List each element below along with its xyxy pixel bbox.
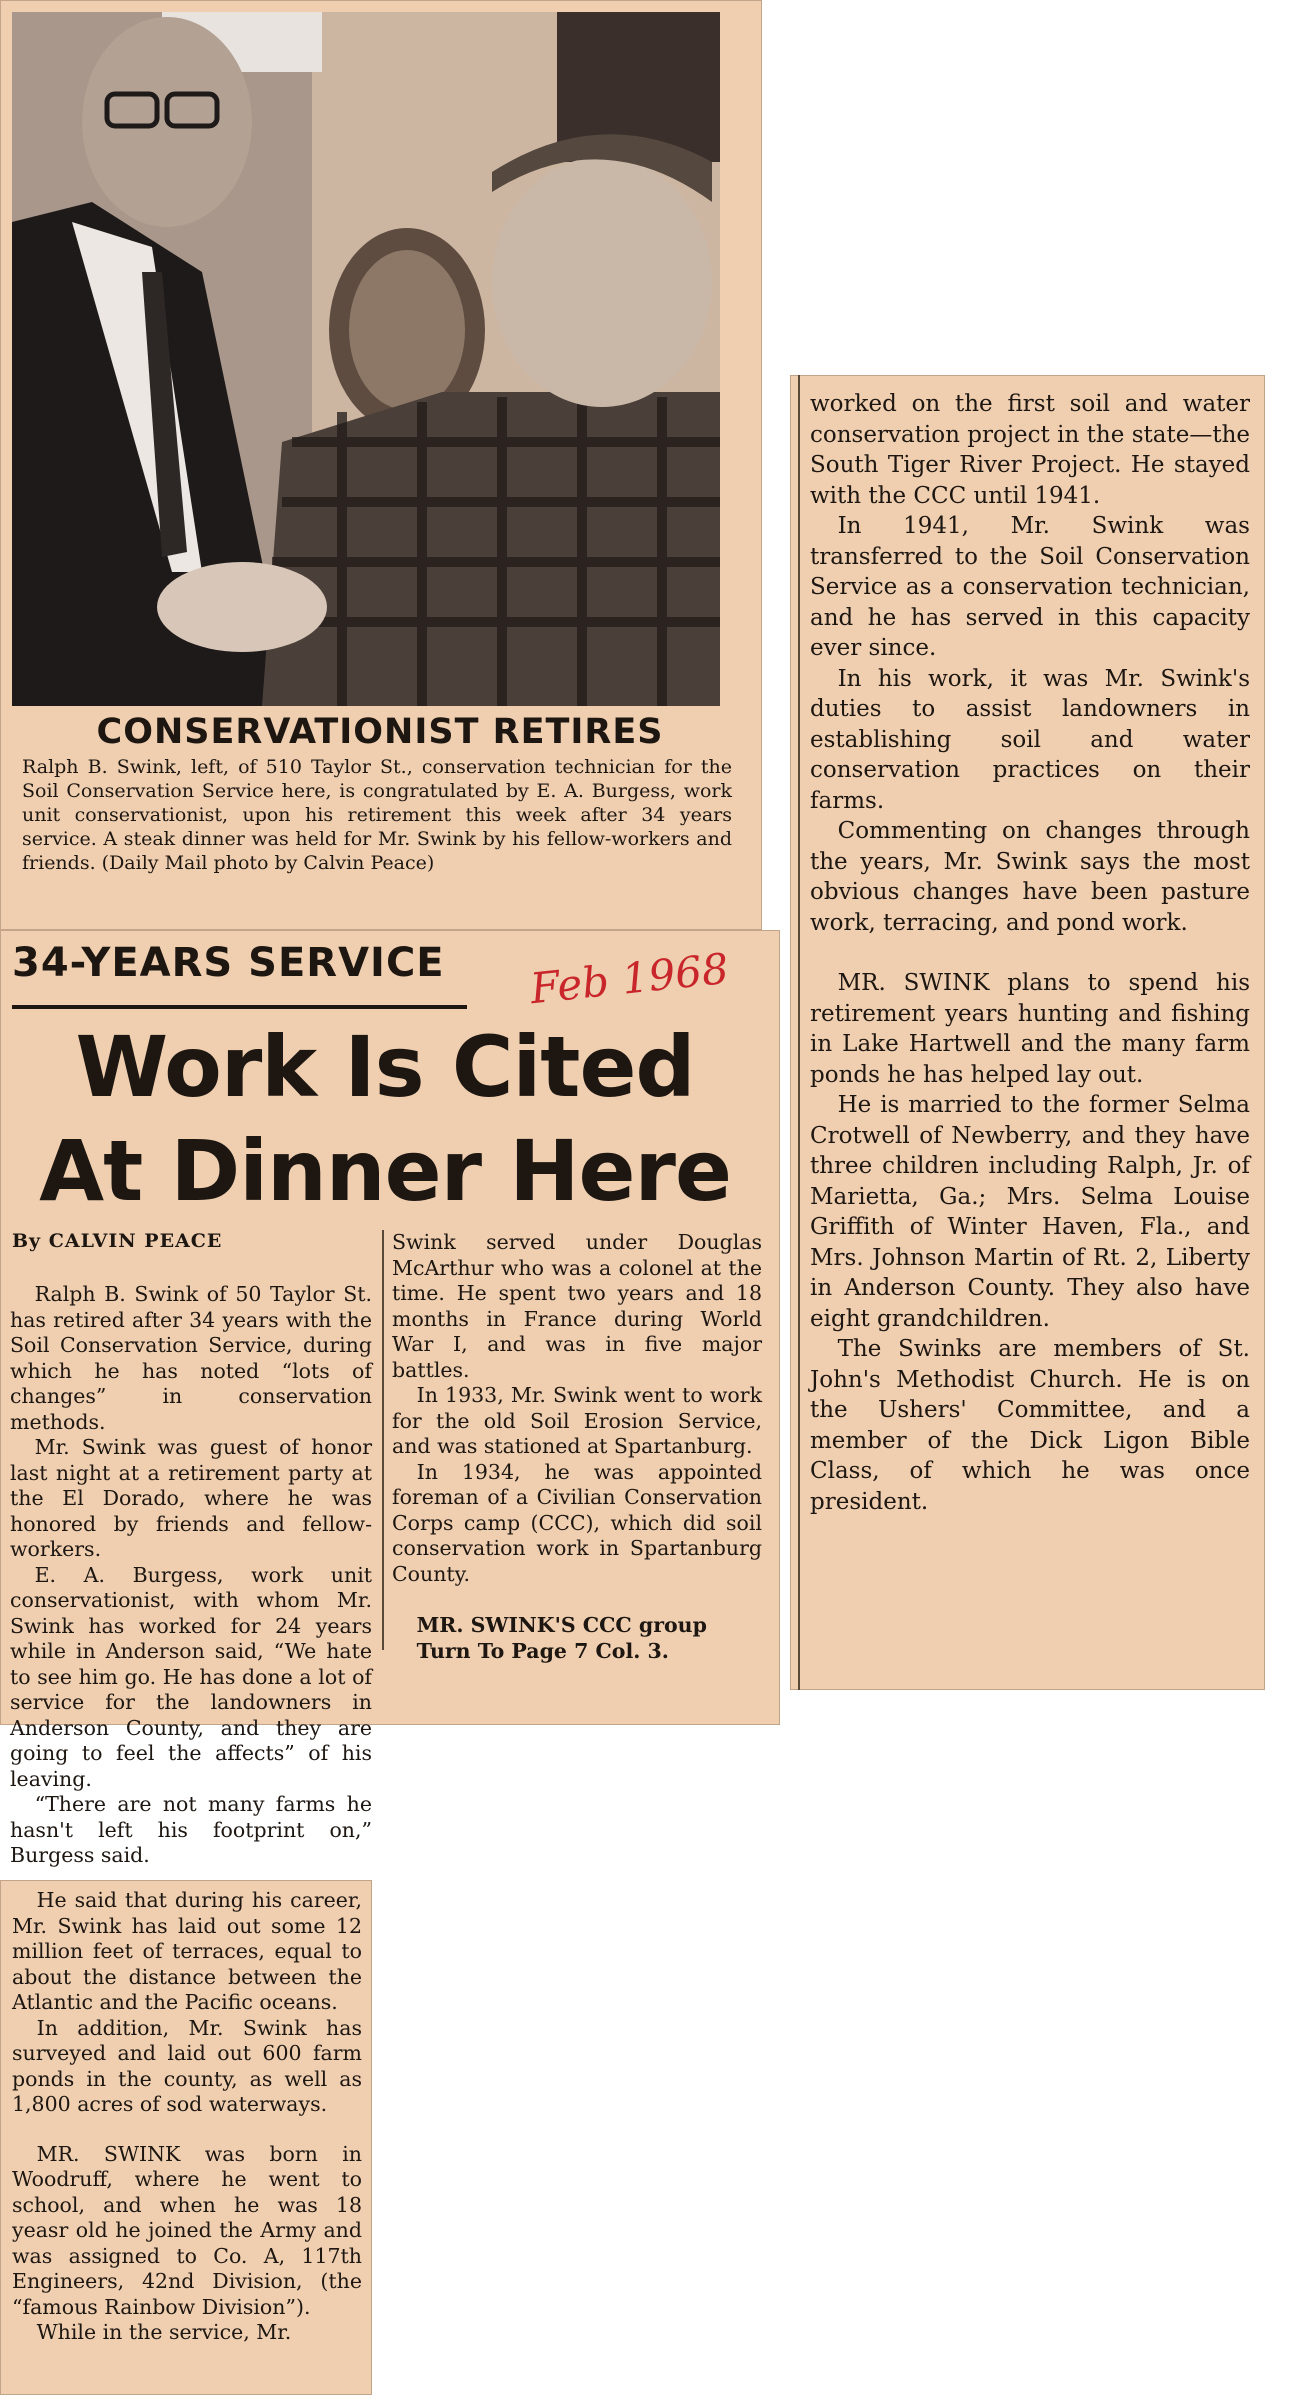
right-column-clipping [790,375,1265,1690]
handwritten-date: Feb 1968 [527,943,731,1014]
article-column-4 [810,389,1250,1517]
article-clipping [0,930,780,1867]
photo-clipping [0,0,762,930]
continued-clipping [0,1880,372,2395]
article-column-3 [12,1888,362,2346]
paragraph: In his work, it was Mr. Swink's duties to assist landowners in establishing soil and water conservation practices on their farms. [810,665,1250,814]
paragraph: “There are not many farms he hasn't left his footprint on,” Burgess said. [10,1792,372,1867]
paragraph: In 1934, he was appointed foreman of a Civilian Conservation Corps camp (CCC), which did soil conservation work in Spartanburg County. [392,1459,762,1586]
paragraph: Swink served under Douglas McArthur who was a colonel at the time. He spent two years and 18 months in France during World War I, and was in five major battles. [392,1230,762,1382]
photo-caption: Ralph B. Swink, left, of 510 Taylor St., conservation technician for the Soil Conservation Service here, is congratulated by E. A. Burgess, work unit conservationist, upon his retirement this week after 34 years service. A steak dinner was held for Mr. Swink by his fellow-workers and friends. (Daily Mail photo by Calvin Peace) [22,756,732,874]
headline-line-2: At Dinner Here [39,1122,731,1220]
photo-title: CONSERVATIONIST RETIRES [96,712,664,752]
column-rule [798,375,800,1690]
paragraph: E. A. Burgess, work unit conservationist, with whom Mr. Swink has worked for 24 years while in Anderson said, “We hate to see him go. He has done a lot of service for the landowners in Anderson County, and they are going to feel the affects” of his leaving. [10,1562,372,1791]
paragraph: The Swinks are members of St. John's Methodist Church. He is on the Ushers' Committee, and a member of the Dick Ligon Bible Class, of which he was once president. [810,1336,1250,1515]
byline: By CALVIN PEACE [12,1230,223,1252]
paragraph: In 1941, Mr. Swink was transferred to the Soil Conservation Service as a conservation technician, and he has served in this capacity ever since. [810,513,1250,661]
paragraph: Ralph B. Swink of 50 Taylor St. has retired after 34 years with the Soil Conservation Service, during which he has noted “lots of changes” in conservation methods. [10,1282,372,1434]
handshake-photo [12,12,720,706]
column-rule [382,1230,384,1650]
article-column-1 [10,1282,372,1869]
kicker-rule [12,1005,467,1009]
paragraph: In 1933, Mr. Swink went to work for the old Soil Erosion Service, and was stationed at Spartanburg. [392,1383,762,1458]
article-column-2 [392,1230,762,1664]
paragraph: worked on the first soil and water conservation project in the state—the South Tiger River Project. He stayed with the CCC until 1941. [810,391,1250,509]
paragraph: While in the service, Mr. [36,2320,292,2344]
headline [0,1015,770,1223]
headline-line-1: Work Is Cited [75,1018,695,1116]
kicker-heading: 34-YEARS SERVICE [12,940,445,986]
paragraph: MR. SWINK plans to spend his retirement years hunting and fishing in Lake Hartwell and the many farm ponds he has helped lay out. [810,970,1250,1088]
turn-to-page: Turn To Page 7 Col. 3. [416,1638,669,1663]
paragraph: Mr. Swink was guest of honor last night at a retirement party at the El Dorado, where he was honored by friends and fellow-workers. [10,1435,372,1561]
continued-line: MR. SWINK'S CCC group [416,1613,707,1637]
paragraph: MR. SWINK was born in Woodruff, where he went to school, and when he was 18 yeasr old he joined the Army and was assigned to Co. A, 117th Engineers, 42nd Division, (the “famous Rainbow Division”). [12,2141,362,2319]
paragraph: He said that during his career, Mr. Swink has laid out some 12 million feet of terraces, equal to about the distance between the Atlantic and the Pacific oceans. [12,1888,362,2014]
paragraph: He is married to the former Selma Crotwell of Newberry, and they have three children including Ralph, Jr. of Marietta, Ga.; Mrs. Selma Louise Griffith of Winter Haven, Fla., and Mrs. Johnson Martin of Rt. 2, Liberty in Anderson County. They also have eight grandchildren. [810,1092,1250,1332]
paragraph: Commenting on changes through the years, Mr. Swink says the most obvious changes have been pasture work, terracing, and pond work. [810,818,1250,936]
paragraph: In addition, Mr. Swink has surveyed and laid out 600 farm ponds in the county, as well as 1,800 acres of sod waterways. [12,2015,362,2116]
